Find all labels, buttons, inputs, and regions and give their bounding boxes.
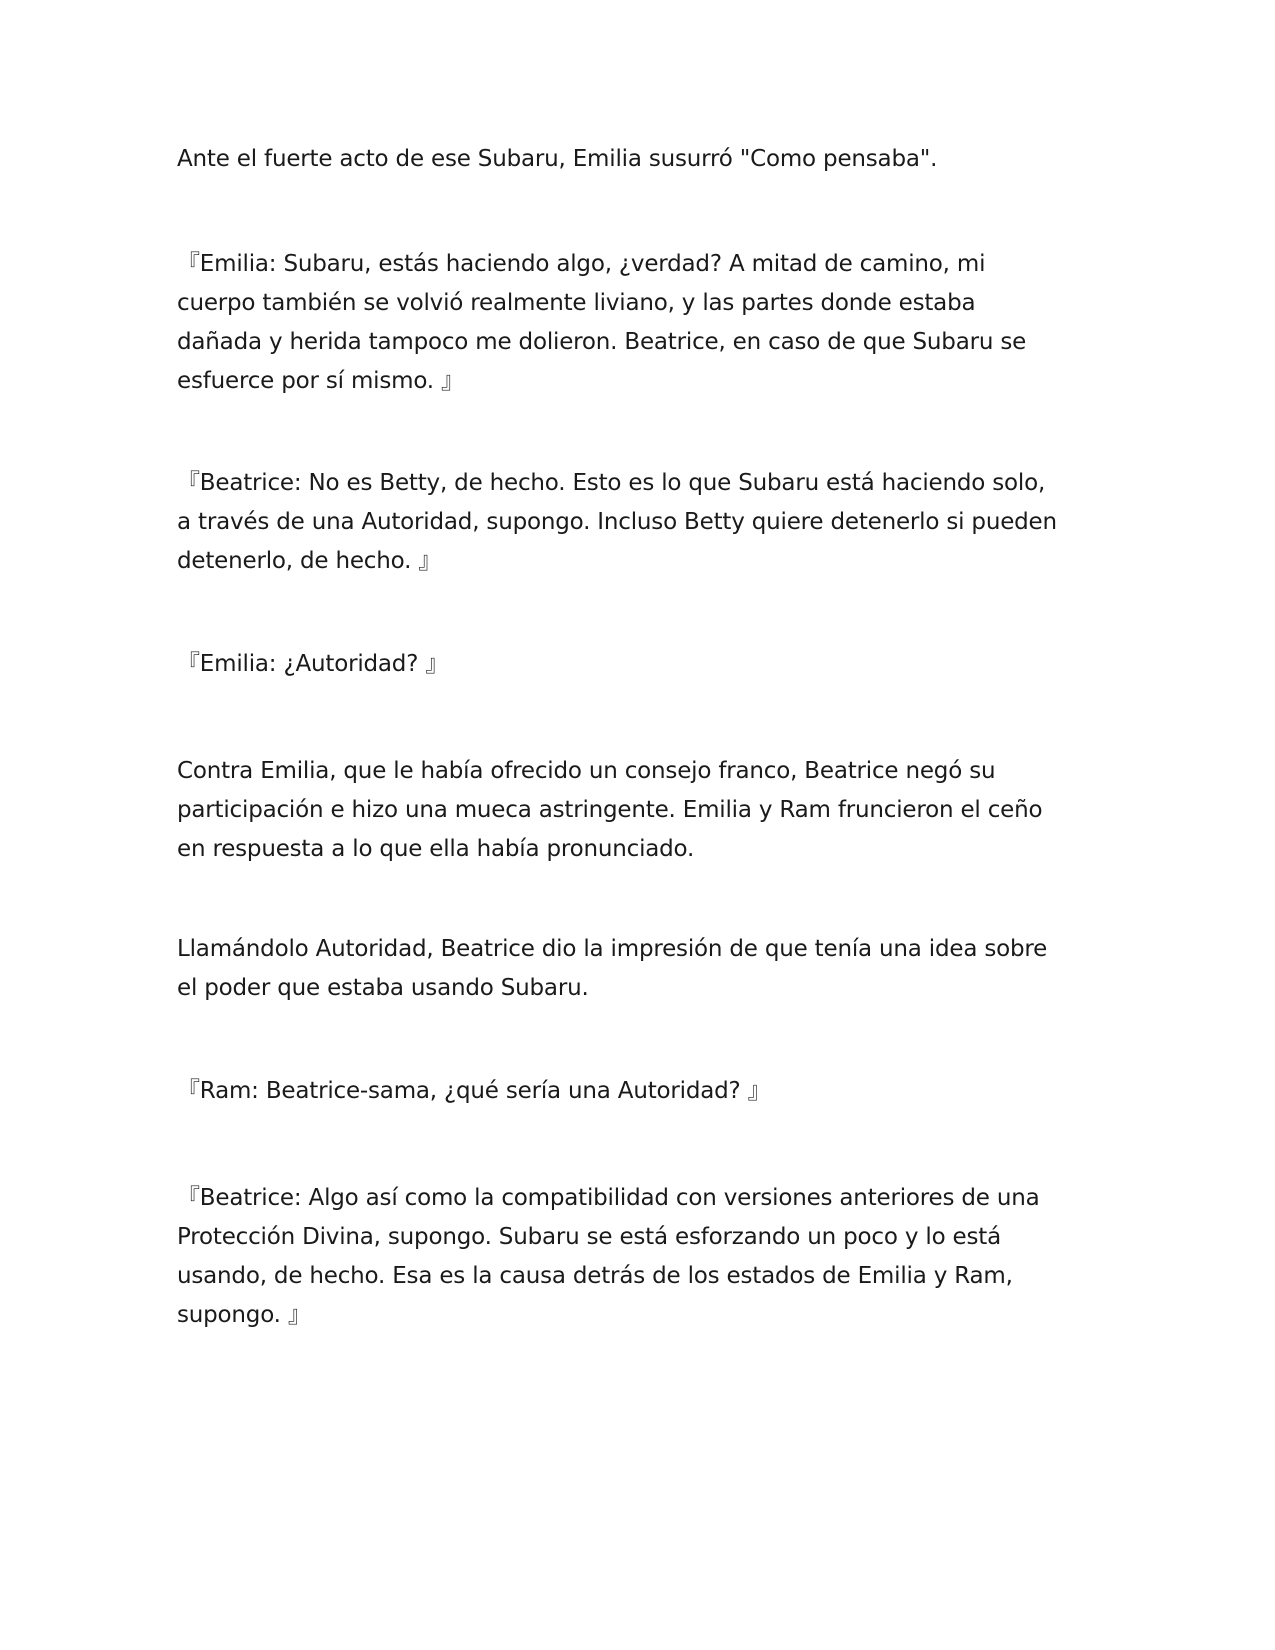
text-line: a través de una Autoridad, supongo. Incluso Betty quiere detenerlo si pueden xyxy=(177,509,1057,535)
text-line: 『Emilia: Subaru, estás haciendo algo, ¿verdad? A mitad de camino, mi xyxy=(177,251,986,277)
text-line: el poder que estaba usando Subaru. xyxy=(177,975,589,1001)
text-line: Contra Emilia, que le había ofrecido un consejo franco, Beatrice negó su xyxy=(177,758,996,784)
text-line: usando, de hecho. Esa es la causa detrás de los estados de Emilia y Ram, xyxy=(177,1263,1013,1289)
text-line: 『Beatrice: Algo así como la compatibilidad con versiones anteriores de una xyxy=(177,1185,1040,1211)
text-line: Protección Divina, supongo. Subaru se está esforzando un poco y lo está xyxy=(177,1224,1001,1250)
paragraph-narration-1 xyxy=(177,140,1107,179)
paragraph-narration-2 xyxy=(177,752,1107,869)
text-line: Ante el fuerte acto de ese Subaru, Emilia susurró "Como pensaba". xyxy=(177,146,938,172)
text-line: dañada y herida tampoco me dolieron. Beatrice, en caso de que Subaru se xyxy=(177,329,1027,355)
text-line: 『Beatrice: No es Betty, de hecho. Esto es lo que Subaru está haciendo solo, xyxy=(177,470,1046,496)
text-line: cuerpo también se volvió realmente liviano, y las partes donde estaba xyxy=(177,290,976,316)
text-line: en respuesta a lo que ella había pronunciado. xyxy=(177,836,695,862)
paragraph-dialogue-emilia-1 xyxy=(177,245,1107,401)
paragraph-dialogue-ram-1 xyxy=(177,1072,1107,1111)
text-line: detenerlo, de hecho. 』 xyxy=(177,548,442,574)
text-line: esfuerce por sí mismo. 』 xyxy=(177,368,464,394)
text-line: 『Ram: Beatrice-sama, ¿qué sería una Autoridad? 』 xyxy=(177,1078,771,1104)
paragraph-dialogue-beatrice-2 xyxy=(177,1179,1107,1335)
paragraph-dialogue-emilia-2 xyxy=(177,645,1107,684)
text-line: Llamándolo Autoridad, Beatrice dio la impresión de que tenía una idea sobre xyxy=(177,936,1048,962)
text-line: 『Emilia: ¿Autoridad? 』 xyxy=(177,651,449,677)
paragraph-dialogue-beatrice-1 xyxy=(177,464,1107,581)
text-line: participación e hizo una mueca astringente. Emilia y Ram fruncieron el ceño xyxy=(177,797,1043,823)
text-line: supongo. 』 xyxy=(177,1302,311,1328)
paragraph-narration-3 xyxy=(177,930,1107,1008)
